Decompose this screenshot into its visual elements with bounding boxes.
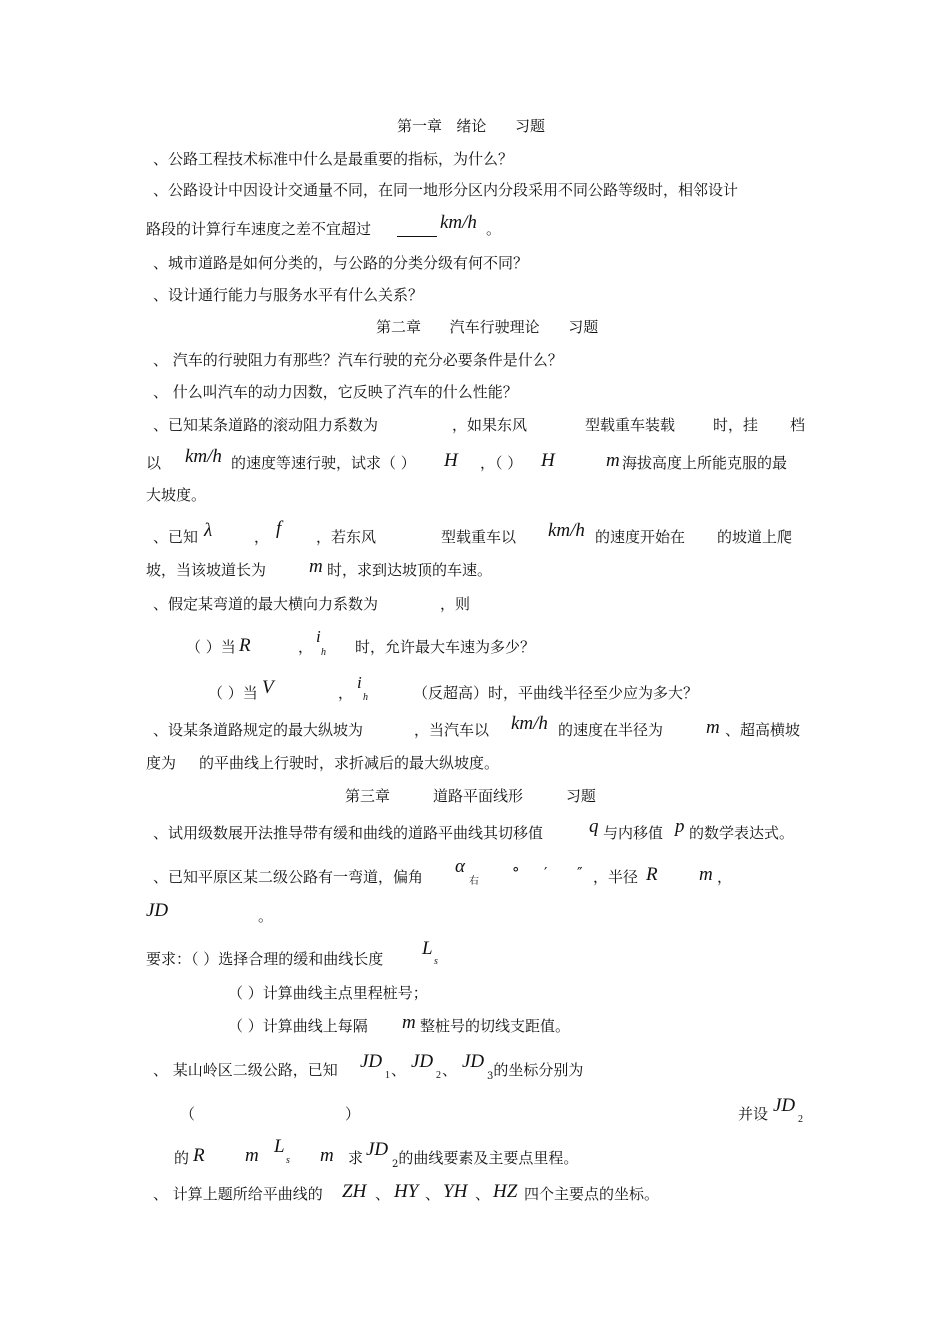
question-2-6-a: 、设某条道路规定的最大纵坡为 xyxy=(153,721,364,739)
subscript-h: h xyxy=(363,692,368,703)
question-2-1: 、 汽车的行驶阻力有那些？汽车行驶的充分必要条件是什么？ xyxy=(153,351,563,369)
period: 。 xyxy=(486,220,502,238)
symbol-ZH: ZH xyxy=(342,1181,367,1202)
open-paren: （ xyxy=(180,1105,196,1123)
question-2-5-b: ，则 xyxy=(440,595,471,613)
subscript-1: 1 xyxy=(385,1070,390,1081)
separator: 、 xyxy=(391,1061,407,1079)
symbol-R: R xyxy=(193,1145,205,1166)
question-2-6-d: 、超高横坡 xyxy=(725,721,801,739)
minute-mark: ′ xyxy=(544,864,548,882)
question-2-6-b: ，当汽车以 xyxy=(414,721,490,739)
subscript-right: 右 xyxy=(469,876,479,887)
symbol-lambda: λ xyxy=(204,520,213,541)
symbol-kmh: km/h xyxy=(185,446,222,467)
question-2-5-c: （ ）当 xyxy=(186,638,236,656)
comma: ， xyxy=(254,528,270,546)
symbol-R: R xyxy=(646,864,658,885)
symbol-i: i xyxy=(357,673,362,692)
question-2-6-c: 的速度在半径为 xyxy=(558,721,664,739)
question-1-2-line1: 、公路设计中因设计交通量不同，在同一地形分区内分段采用不同公路等级时，相邻设计 xyxy=(153,181,739,199)
chapter-1-title: 第一章 绪论 习题 xyxy=(397,117,545,135)
question-3-1-c: 的数学表达式。 xyxy=(689,824,795,842)
symbol-JD: JD xyxy=(146,900,169,921)
question-3-3-g: 求 xyxy=(348,1149,364,1167)
period: 。 xyxy=(258,907,274,925)
question-1-4: 、设计通行能力与服务水平有什么关系？ xyxy=(153,286,424,304)
requirement-3-b: 整桩号的切线支距值。 xyxy=(420,1017,571,1035)
symbol-m: m xyxy=(320,1145,334,1166)
question-2-6-e: 度为 xyxy=(146,754,177,772)
degree-mark: ° xyxy=(512,864,520,882)
subscript-h: h xyxy=(321,647,326,658)
symbol-m: m xyxy=(309,556,323,577)
question-2-3-d: 时，挂 xyxy=(713,416,759,434)
symbol-JD: JD xyxy=(360,1051,383,1072)
question-2-4-g: 坡，当该坡道长为 xyxy=(146,561,267,579)
symbol-H: H xyxy=(541,450,555,471)
question-2-4-e: 的速度开始在 xyxy=(595,528,686,546)
symbol-m: m xyxy=(245,1145,259,1166)
question-3-4-a: 、 计算上题所给平曲线的 xyxy=(153,1185,323,1203)
question-1-3: 、城市道路是如何分类的，与公路的分类分级有何不同？ xyxy=(153,254,529,272)
subscript-s: s xyxy=(286,1155,290,1166)
question-3-3-h: $_2$的曲线要素及主要点里程。 xyxy=(392,1149,579,1170)
question-3-1-b: 与内移值 xyxy=(603,824,664,842)
symbol-JD: JD xyxy=(462,1051,485,1072)
symbol-HZ: HZ xyxy=(493,1181,518,1202)
question-3-3-f: 的 xyxy=(174,1149,190,1167)
question-3-3-e: 并设 xyxy=(738,1105,769,1123)
question-2-5-e: 时，允许最大车速为多少？ xyxy=(355,638,536,656)
question-3-4-b: 四个主要点的坐标。 xyxy=(524,1185,660,1203)
comma: ， xyxy=(338,684,354,702)
question-2-5-h: （反超高）时，平曲线半径至少应为多大？ xyxy=(413,684,699,702)
question-3-2-a: 、已知平原区某二级公路有一弯道，偏角 xyxy=(153,868,424,886)
separator: 、 xyxy=(475,1185,491,1203)
symbol-kmh: km/h xyxy=(511,713,548,734)
chapter-3-title: 第三章 道路平面线形 习题 xyxy=(345,787,596,805)
question-2-3-i: 海拔高度上所能克服的最 xyxy=(622,454,788,472)
subscript-2: 2 xyxy=(798,1114,803,1125)
subscript-2: 2 xyxy=(436,1070,441,1081)
symbol-L: L xyxy=(422,938,433,959)
question-1-2-line2: 路段的计算行车速度之差不宜超过 xyxy=(146,220,372,238)
symbol-m: m xyxy=(699,864,713,885)
question-2-4-c: ，若东风 xyxy=(316,528,377,546)
symbol-m: m xyxy=(706,717,720,738)
symbol-JD: JD xyxy=(773,1095,796,1116)
question-2-6-f: 的平曲线上行驶时，求折减后的最大纵坡度。 xyxy=(199,754,500,772)
subscript-3: 3 xyxy=(487,1071,494,1082)
question-2-4-f: 的坡道上爬 xyxy=(717,528,793,546)
symbol-JD: JD xyxy=(366,1139,389,1160)
question-3-3-b: $_3$的坐标分别为 xyxy=(487,1061,584,1082)
separator: 、 xyxy=(375,1185,391,1203)
symbol-H: H xyxy=(444,450,458,471)
symbol-alpha: α xyxy=(455,856,465,877)
symbol-i: i xyxy=(316,627,321,646)
symbol-L: L xyxy=(274,1136,285,1157)
symbol-p: p xyxy=(675,816,685,837)
comma: ， xyxy=(298,638,314,656)
question-2-3-a: 、已知某条道路的滚动阻力系数为 xyxy=(153,416,379,434)
question-2-4-h: 时，求到达坡顶的车速。 xyxy=(327,561,493,579)
question-2-3-e: 档 xyxy=(790,416,806,434)
question-3-3-a: 、 某山岭区二级公路，已知 xyxy=(153,1061,338,1079)
symbol-f: f xyxy=(276,518,282,539)
subscript-2: 2 xyxy=(392,1159,399,1170)
second-mark: ″ xyxy=(577,864,583,882)
symbol-kmh: km/h xyxy=(548,520,585,541)
symbol-kmh: km/h xyxy=(440,212,477,233)
question-2-4-d: 型载重车以 xyxy=(441,528,517,546)
question-2-3-g: 的速度等速行驶，试求（ ） xyxy=(231,454,416,472)
question-3-1-a: 、试用级数展开法推导带有缓和曲线的道路平曲线其切移值 xyxy=(153,824,544,842)
answer-blank xyxy=(397,236,437,237)
question-2-5-f: （ ）当 xyxy=(208,684,258,702)
question-2-3-b: ，如果东风 xyxy=(452,416,528,434)
close-paren: ） xyxy=(345,1105,361,1123)
symbol-m: m xyxy=(402,1012,416,1033)
question-2-5-a: 、假定某弯道的最大横向力系数为 xyxy=(153,595,379,613)
chapter-2-title: 第二章 汽车行驶理论 习题 xyxy=(376,318,599,336)
question-1-1: 、公路工程技术标准中什么是最重要的指标，为什么？ xyxy=(153,150,514,168)
symbol-HY: HY xyxy=(394,1181,419,1202)
symbol-m: m xyxy=(606,450,620,471)
question-2-4-a: 、已知 xyxy=(153,528,199,546)
separator: 、 xyxy=(442,1061,458,1079)
symbol-q: q xyxy=(589,816,599,837)
symbol-YH: YH xyxy=(443,1181,468,1202)
requirement-2: （ ）计算曲线主点里程桩号； xyxy=(228,984,428,1002)
symbol-R: R xyxy=(239,635,251,656)
symbol-V: V xyxy=(262,677,274,698)
question-3-2-b: ，半径 xyxy=(593,868,639,886)
separator: 、 xyxy=(425,1185,441,1203)
symbol-JD: JD xyxy=(411,1051,434,1072)
question-2-3-h: ，（ ） xyxy=(480,454,523,472)
question-2-3-j: 大坡度。 xyxy=(146,486,207,504)
question-2-3-f: 以 xyxy=(146,454,162,472)
subscript-s: s xyxy=(434,956,438,967)
requirement-1: 要求：（ ）选择合理的缓和曲线长度 xyxy=(146,950,384,968)
question-2-3-c: 型载重车装载 xyxy=(585,416,676,434)
comma: ， xyxy=(717,868,733,886)
question-2-2: 、 什么叫汽车的动力因数，它反映了汽车的什么性能？ xyxy=(153,383,518,401)
requirement-3-a: （ ）计算曲线上每隔 xyxy=(228,1017,368,1035)
